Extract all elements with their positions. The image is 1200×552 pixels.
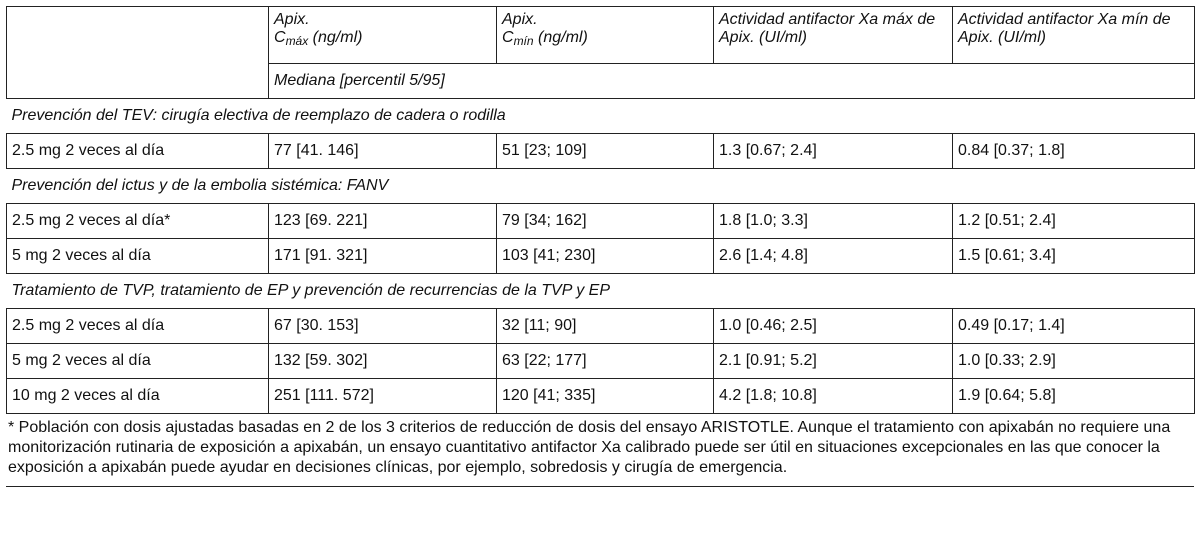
header-empty-cell [7, 7, 269, 99]
subheader-median: Mediana [percentil 5/95] [269, 64, 1195, 99]
cell-xa-min: 0.49 [0.17; 1.4] [953, 309, 1195, 344]
cell-cmin: 51 [23; 109] [497, 134, 714, 169]
cell-dose: 2.5 mg 2 veces al día* [7, 204, 269, 239]
cell-xa-max: 2.1 [0.91; 5.2] [714, 344, 953, 379]
header-cmax-line1: Apix. [274, 11, 310, 28]
cell-xa-min: 0.84 [0.37; 1.8] [953, 134, 1195, 169]
cell-cmin: 103 [41; 230] [497, 239, 714, 274]
section-row [7, 274, 1195, 309]
table-row [7, 309, 1195, 344]
header-row [7, 7, 1195, 64]
table-row [7, 379, 1195, 414]
header-cmax [269, 7, 497, 64]
table-row [7, 344, 1195, 379]
section-title: Prevención del ictus y de la embolia sistémica: FANV [7, 169, 1195, 204]
cell-dose: 5 mg 2 veces al día [7, 239, 269, 274]
header-cmin-symbol: C [502, 29, 514, 46]
cell-cmin: 120 [41; 335] [497, 379, 714, 414]
cell-cmax: 123 [69. 221] [269, 204, 497, 239]
cell-cmax: 67 [30. 153] [269, 309, 497, 344]
header-cmin-line1: Apix. [502, 11, 538, 28]
cell-xa-max: 1.0 [0.46; 2.5] [714, 309, 953, 344]
header-cmax-symbol: C [274, 29, 286, 46]
cell-cmax: 132 [59. 302] [269, 344, 497, 379]
cell-xa-max: 1.8 [1.0; 3.3] [714, 204, 953, 239]
cell-cmin: 63 [22; 177] [497, 344, 714, 379]
cell-xa-min: 1.2 [0.51; 2.4] [953, 204, 1195, 239]
apixaban-exposure-table [6, 6, 1195, 414]
cell-xa-max: 1.3 [0.67; 2.4] [714, 134, 953, 169]
cell-cmax: 171 [91. 321] [269, 239, 497, 274]
pharmacokinetics-table-container [6, 6, 1194, 487]
header-cmax-unit: (ng/ml) [308, 29, 363, 46]
table-row [7, 134, 1195, 169]
header-cmax-subscript: máx [285, 34, 309, 48]
section-row [7, 99, 1195, 134]
header-cmin-subscript: mín [513, 34, 534, 48]
cell-cmin: 79 [34; 162] [497, 204, 714, 239]
cell-cmin: 32 [11; 90] [497, 309, 714, 344]
cell-cmax: 77 [41. 146] [269, 134, 497, 169]
cell-xa-min: 1.5 [0.61; 3.4] [953, 239, 1195, 274]
cell-dose: 2.5 mg 2 veces al día [7, 309, 269, 344]
cell-dose: 10 mg 2 veces al día [7, 379, 269, 414]
cell-xa-min: 1.0 [0.33; 2.9] [953, 344, 1195, 379]
cell-xa-max: 4.2 [1.8; 10.8] [714, 379, 953, 414]
table-row [7, 239, 1195, 274]
cell-dose: 5 mg 2 veces al día [7, 344, 269, 379]
section-row [7, 169, 1195, 204]
cell-xa-min: 1.9 [0.64; 5.8] [953, 379, 1195, 414]
section-title: Prevención del TEV: cirugía electiva de reemplazo de cadera o rodilla [7, 99, 1195, 134]
section-title: Tratamiento de TVP, tratamiento de EP y prevención de recurrencias de la TVP y EP [7, 274, 1195, 309]
cell-xa-max: 2.6 [1.4; 4.8] [714, 239, 953, 274]
header-xa-max: Actividad antifactor Xa máx de Apix. (UI/ml) [714, 7, 953, 64]
header-cmin-unit: (ng/ml) [533, 29, 588, 46]
footnote: * Población con dosis ajustadas basadas en 2 de los 3 criterios de reducción de dosis del ensayo ARISTOTLE. Aunque el tratamiento con apixabán no requiere una monitorización rutinaria de exposición a apixabán, un ensayo cuantitativo antifactor Xa calibrado puede ser útil en situaciones excepcionales en las que conocer la exposición a apixabán puede ayudar en decisiones clínicas, por ejemplo, sobredosis y cirugía de emergencia. [6, 418, 1194, 487]
header-xa-min: Actividad antifactor Xa mín de Apix. (UI/ml) [953, 7, 1195, 64]
cell-cmax: 251 [111. 572] [269, 379, 497, 414]
table-row [7, 204, 1195, 239]
cell-dose: 2.5 mg 2 veces al día [7, 134, 269, 169]
table-body [7, 99, 1195, 414]
header-cmin [497, 7, 714, 64]
